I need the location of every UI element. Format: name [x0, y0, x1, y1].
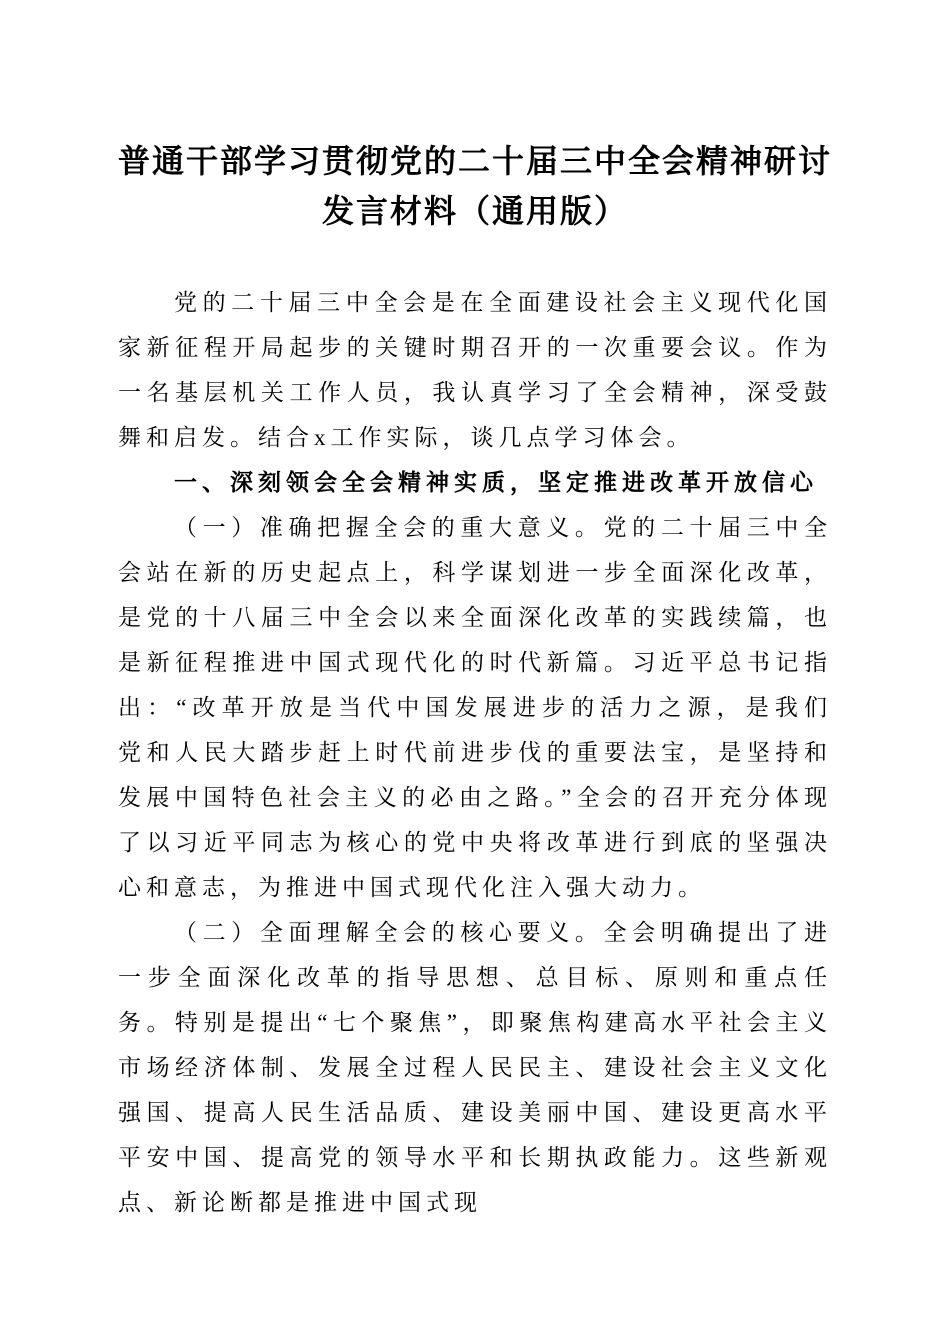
section-heading-1: 一、深刻领会全会精神实质，坚定推进改革开放信心 [174, 469, 818, 495]
paragraph-point-1: （一）准确把握全会的重大意义。党的二十届三中全会站在新的历史起点上，科学谋划进一步全面深化改革，是党的十八届三中全会以来全面深化改革的实践续篇，也是新征程推进中国式现代化的时代新篇。习近平总书记指出：“改革开放是当代中国发展进步的活力之源，是我们党和人民大踏步赶上时代前进步伐的重要法宝，是坚持和发展中国特色社会主义的必由之路。”全会的召开充分体现了以习近平同志为核心的党中央将改革进行到底的坚强决心和意志，为推进中国式现代化注入强大动力。 [118, 515, 832, 900]
paragraph-intro: 党的二十届三中全会是在全面建设社会主义现代化国家新征程开局起步的关键时期召开的一次重要会议。作为一名基层机关工作人员，我认真学习了全会精神，深受鼓舞和启发。结合x工作实际，谈几点学习体会。 [118, 290, 832, 450]
paragraph-point-2: （二）全面理解全会的核心要义。全会明确提出了进一步全面深化改革的指导思想、总目标、原则和重点任务。特别是提出“七个聚焦”，即聚焦构建高水平社会主义市场经济体制、发展全过程人民民主、建设社会主义文化强国、提高人民生活品质、建设美丽中国、建设更高水平平安中国、提高党的领导水平和长期执政能力。这些新观点、新论断都是推进中国式现 [118, 920, 832, 1215]
document-title: 普通干部学习贯彻党的二十届三中全会精神研讨发言材料（通用版） [118, 143, 833, 229]
